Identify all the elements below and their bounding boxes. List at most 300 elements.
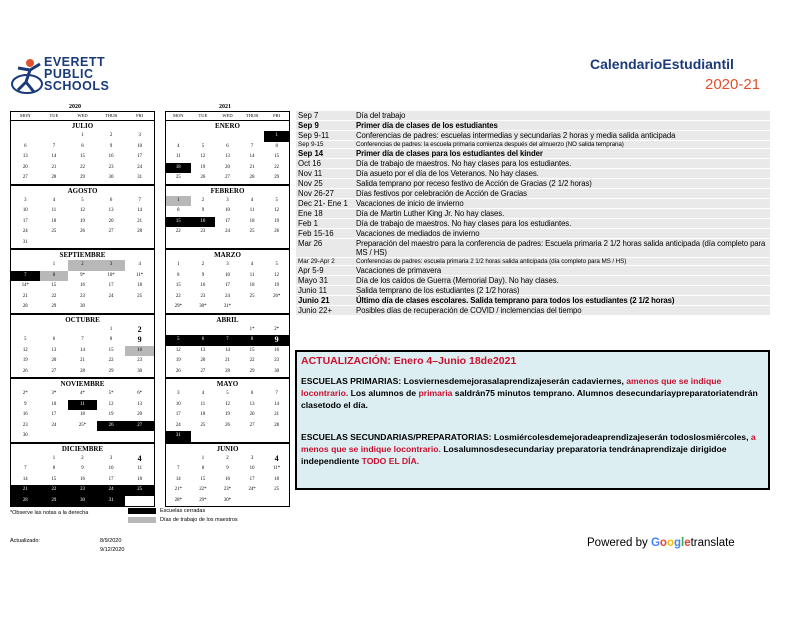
week-row bbox=[11, 206, 154, 217]
event-description: Conferencias de padres: escuela primaria 2 1/2 horas salida anticipada (día completo para MS / HS) bbox=[356, 258, 627, 265]
weekday-header bbox=[165, 111, 290, 120]
day-cell bbox=[240, 131, 265, 142]
day-cell: 7 bbox=[177, 466, 180, 471]
day-cell bbox=[40, 431, 69, 442]
month-julio bbox=[10, 120, 155, 185]
day-cell: 23* bbox=[223, 487, 232, 492]
day-cell: 21 bbox=[274, 412, 280, 417]
day-cell: 31 bbox=[97, 496, 126, 507]
day-cell: 3 bbox=[226, 262, 229, 267]
day-cell bbox=[11, 325, 40, 336]
day-cell: 19 bbox=[80, 218, 85, 224]
legend-closed-swatch bbox=[128, 508, 156, 514]
day-cell: 24 bbox=[175, 422, 181, 428]
legend-closed-label: Escuelas cerradas bbox=[160, 508, 206, 514]
day-cell: 10 bbox=[22, 208, 28, 213]
day-cell: 4 bbox=[250, 262, 254, 267]
day-cell: 28 bbox=[274, 422, 280, 428]
day-cell: 16 bbox=[22, 412, 28, 417]
day-cell: 11 bbox=[51, 208, 57, 213]
month-name: NOVIEMBRE bbox=[60, 380, 105, 388]
week-row bbox=[166, 292, 289, 303]
week-row bbox=[166, 142, 289, 153]
day-cell: 12 bbox=[108, 401, 114, 407]
day-cell: 22 bbox=[51, 293, 57, 299]
day-cell: 6* bbox=[137, 391, 143, 396]
day-cell: 4 bbox=[52, 197, 56, 203]
month-name: JUNIO bbox=[216, 444, 239, 453]
week-row bbox=[166, 206, 289, 217]
weekday-label: THUR bbox=[104, 113, 118, 118]
day-cell: 2 bbox=[109, 133, 113, 138]
day-cell: 16 bbox=[80, 283, 85, 288]
week-row bbox=[166, 356, 289, 367]
day-cell: 13 bbox=[51, 347, 57, 353]
week-row bbox=[166, 217, 289, 228]
event-date: Junio 11 bbox=[298, 286, 327, 295]
week-row bbox=[11, 196, 154, 207]
day-cell: 15 bbox=[166, 217, 191, 228]
week-row bbox=[166, 410, 289, 421]
day-cell: 23 bbox=[274, 358, 280, 363]
day-cell: 6 bbox=[109, 197, 113, 203]
week-row bbox=[166, 302, 289, 313]
weekday-label: WED bbox=[77, 113, 88, 118]
day-cell bbox=[215, 431, 240, 442]
day-cell: 2 bbox=[81, 455, 84, 461]
day-cell: 1 bbox=[201, 455, 205, 461]
day-cell: 21 bbox=[51, 164, 57, 170]
day-cell: 4 bbox=[177, 143, 180, 149]
day-cell bbox=[97, 238, 126, 249]
day-cell: 26 bbox=[200, 175, 206, 180]
event-date: Mayo 31 bbox=[298, 276, 328, 285]
day-cell: 14* bbox=[21, 283, 29, 288]
day-cell: 14 bbox=[249, 154, 255, 159]
event-description: Primer día de clases para los estudiantes del kinder bbox=[356, 149, 543, 158]
week-row bbox=[166, 271, 289, 282]
day-cell: 21 bbox=[225, 358, 230, 363]
day-cell: 25 bbox=[137, 293, 143, 299]
day-cell: 6 bbox=[52, 337, 56, 342]
week-row bbox=[166, 485, 289, 496]
event-description: Preparación del maestro para la conferencia de padres: Escuela primaria 2 1/2 horas salida anticipada (día completo para MS / HS) bbox=[356, 239, 766, 257]
weekday-label: MON bbox=[20, 113, 31, 118]
event-description: Conferencias de padres: escuelas intermedias y secundarias 2 horas y media salida anticipada bbox=[356, 131, 676, 140]
day-cell: 25 bbox=[249, 293, 255, 299]
day-cell: 30 bbox=[22, 433, 28, 438]
day-cell: 8 bbox=[240, 335, 265, 346]
event-date: Mar 26 bbox=[298, 239, 323, 248]
day-cell: 28 bbox=[249, 175, 255, 180]
day-cell: 15 bbox=[80, 154, 85, 159]
day-cell bbox=[264, 431, 289, 442]
day-cell: 17 bbox=[108, 283, 114, 288]
day-cell: 1 bbox=[264, 131, 289, 142]
day-cell: 24 bbox=[225, 293, 230, 299]
week-row bbox=[11, 260, 154, 271]
event-row bbox=[296, 306, 770, 316]
day-cell: 28 bbox=[137, 229, 143, 234]
day-cell bbox=[264, 496, 289, 507]
day-cell: 22 bbox=[40, 485, 69, 496]
update-secondary: ESCUELAS SECUNDARIAS/PREPARATORIAS: Losmiércolesdemejoradeaprendizajeserán todoslosmiércoles, a menos que se indique locontrario. Losalumnosdesecundariay preparatoria tendránaprendizaje dirigidoe independiente TODO EL DÍA. bbox=[301, 432, 756, 466]
events-list bbox=[296, 111, 770, 316]
day-cell: 30 bbox=[108, 175, 114, 180]
week-row bbox=[11, 217, 154, 228]
day-cell: 3 bbox=[138, 133, 141, 138]
day-cell: 6 bbox=[24, 143, 27, 149]
day-cell bbox=[11, 454, 40, 465]
day-cell: 7 bbox=[81, 337, 84, 342]
day-cell: 2 bbox=[137, 324, 142, 334]
event-row bbox=[296, 141, 770, 149]
day-cell: 24* bbox=[248, 487, 256, 492]
day-cell: 21 bbox=[80, 358, 85, 363]
day-cell: 13 bbox=[22, 154, 28, 159]
week-row bbox=[11, 325, 154, 336]
day-cell: 20 bbox=[22, 164, 28, 170]
day-cell: 23 bbox=[80, 293, 85, 299]
week-row bbox=[166, 475, 289, 486]
event-row bbox=[296, 189, 770, 199]
day-cell: 14 bbox=[51, 154, 57, 159]
event-description: Día de los caídos de Guerra (Memorial Day). No hay clases. bbox=[356, 276, 559, 285]
day-cell: 3 bbox=[109, 455, 113, 461]
event-description: Vacaciones de inicio de invierno bbox=[356, 199, 464, 208]
day-cell: 13 bbox=[249, 401, 255, 407]
day-cell: 16 bbox=[125, 346, 154, 357]
day-cell: 15 bbox=[51, 476, 57, 482]
day-cell: 14 bbox=[80, 347, 85, 353]
day-cell: 29 bbox=[249, 368, 255, 374]
day-cell bbox=[125, 238, 154, 249]
day-cell: 12 bbox=[274, 272, 280, 278]
week-row bbox=[166, 335, 289, 346]
event-date: Feb 15-16 bbox=[298, 229, 334, 238]
day-cell bbox=[191, 238, 216, 249]
updated-date-1: 8/9/2020 bbox=[100, 538, 122, 544]
day-cell: 18 bbox=[249, 218, 255, 224]
day-cell: 25 bbox=[125, 485, 154, 496]
weekday-label: TUE bbox=[49, 113, 59, 118]
legend-work-swatch bbox=[128, 517, 156, 523]
week-row bbox=[166, 163, 289, 174]
day-cell: 29 bbox=[51, 304, 57, 309]
day-cell: 14 bbox=[225, 347, 230, 353]
day-cell: 16 bbox=[200, 283, 206, 288]
day-cell: 8 bbox=[40, 271, 69, 282]
day-cell: 10 bbox=[225, 208, 230, 213]
day-cell: 9 bbox=[24, 401, 27, 407]
day-cell: 26 bbox=[80, 229, 85, 234]
day-cell: 3 bbox=[24, 197, 27, 203]
day-cell: 30* bbox=[223, 497, 232, 503]
day-cell: 8 bbox=[109, 337, 113, 342]
day-cell: 7 bbox=[138, 197, 141, 203]
day-cell: 27 bbox=[108, 229, 114, 234]
month-enero bbox=[165, 120, 290, 185]
week-row bbox=[11, 496, 154, 507]
day-cell: 18 bbox=[274, 476, 280, 482]
week-row bbox=[166, 227, 289, 238]
day-cell: 8 bbox=[52, 466, 56, 471]
day-cell: 14 bbox=[137, 208, 143, 213]
day-cell: 30 bbox=[274, 368, 280, 374]
day-cell bbox=[215, 131, 240, 142]
day-cell: 23 bbox=[200, 229, 206, 234]
event-row bbox=[296, 258, 770, 266]
event-description: Día del trabajo bbox=[356, 111, 406, 120]
day-cell: 12 bbox=[80, 208, 85, 213]
event-date: Oct 16 bbox=[298, 159, 321, 168]
day-cell: 27 bbox=[225, 175, 230, 180]
day-cell: 25* bbox=[78, 422, 87, 428]
week-row bbox=[166, 346, 289, 357]
event-description: Último día de clases escolares. Salida temprano para todos los estudiantes (2 1/2 horas) bbox=[356, 296, 675, 305]
day-cell: 25 bbox=[274, 487, 280, 492]
day-cell: 13 bbox=[137, 401, 143, 407]
day-cell: 17 bbox=[225, 283, 230, 288]
event-row bbox=[296, 266, 770, 276]
day-cell: 23 bbox=[200, 293, 206, 299]
day-cell: 15 bbox=[200, 476, 206, 482]
day-cell: 26* bbox=[273, 293, 281, 299]
day-cell: 2 bbox=[226, 455, 229, 461]
event-description: Vacaciones de primavera bbox=[356, 266, 442, 275]
event-date: Nov 26-27 bbox=[298, 189, 334, 198]
day-cell bbox=[166, 454, 191, 465]
event-row bbox=[296, 239, 770, 258]
day-cell: 23 bbox=[68, 485, 97, 496]
day-cell: 10 bbox=[108, 466, 114, 471]
day-cell: 27 bbox=[249, 422, 255, 428]
day-cell: 1 bbox=[177, 262, 180, 267]
day-cell: 29* bbox=[199, 497, 207, 503]
year-right: 2021 bbox=[219, 104, 231, 110]
day-cell: 21 bbox=[11, 485, 40, 496]
day-cell: 4 bbox=[137, 453, 142, 463]
school-year: 2020-21 bbox=[705, 76, 761, 93]
week-row bbox=[11, 454, 154, 465]
day-cell bbox=[191, 131, 216, 142]
week-row bbox=[166, 152, 289, 163]
day-cell: 22 bbox=[175, 229, 181, 234]
day-cell: 19 bbox=[274, 283, 280, 288]
month-mayo bbox=[165, 378, 290, 443]
google-translate-badge[interactable]: Powered by Googletranslate bbox=[587, 537, 735, 549]
update-box bbox=[295, 350, 770, 490]
month-febrero bbox=[165, 185, 290, 250]
week-row bbox=[11, 163, 154, 174]
month-octubre bbox=[10, 314, 155, 379]
event-date: Mar 29-Apr 2 bbox=[298, 258, 335, 265]
event-description: Conferencias de padres: la escuela primaria comienza después del almuerzo (NO salida temprana) bbox=[356, 141, 624, 148]
week-row bbox=[11, 131, 154, 142]
month-marzo bbox=[165, 249, 290, 314]
week-row bbox=[166, 431, 289, 442]
day-cell bbox=[11, 131, 40, 142]
event-description: Día de trabajo de maestros. No hay clases para los estudiantes. bbox=[356, 219, 572, 228]
footnote: *Observe las notas a la derecha bbox=[10, 510, 89, 516]
day-cell: 26 bbox=[274, 229, 280, 234]
event-date: Sep 14 bbox=[298, 149, 324, 158]
month-abril bbox=[165, 314, 290, 379]
day-cell: 31* bbox=[223, 304, 232, 309]
event-date: Junio 21 bbox=[298, 296, 330, 305]
day-cell bbox=[191, 325, 216, 336]
day-cell bbox=[40, 131, 69, 142]
day-cell: 31 bbox=[22, 239, 28, 245]
day-cell: 19 bbox=[274, 218, 280, 224]
event-date: Sep 7 bbox=[298, 111, 319, 120]
day-cell: 17 bbox=[175, 412, 181, 417]
day-cell: 17 bbox=[137, 154, 143, 159]
day-cell: 8 bbox=[275, 143, 278, 149]
day-cell: 16 bbox=[108, 154, 114, 159]
month-agosto bbox=[10, 185, 155, 250]
day-cell: 3 bbox=[177, 391, 180, 396]
day-cell: 20 bbox=[51, 358, 57, 363]
day-cell: 24 bbox=[51, 422, 57, 428]
day-cell: 9 bbox=[81, 466, 84, 471]
event-row bbox=[296, 159, 770, 169]
day-cell: 11* bbox=[136, 272, 144, 278]
event-description: Día asueto por el día de los Veteranos. No hay clases. bbox=[356, 169, 539, 178]
day-cell: 1 bbox=[52, 262, 56, 267]
day-cell bbox=[125, 496, 154, 507]
day-cell: 20 bbox=[225, 164, 230, 170]
day-cell: 17 bbox=[225, 218, 230, 224]
day-cell: 10 bbox=[51, 401, 57, 407]
day-cell: 27 bbox=[125, 421, 154, 432]
day-cell: 20 bbox=[249, 412, 255, 417]
event-description: Días festivos por celebración de Acción de Gracias bbox=[356, 189, 527, 198]
day-cell: 11 bbox=[249, 208, 255, 213]
day-cell: 19 bbox=[108, 412, 114, 417]
logo-figure-icon bbox=[10, 54, 44, 98]
day-cell: 23 bbox=[108, 164, 114, 170]
day-cell bbox=[68, 325, 97, 336]
month-name: ENERO bbox=[215, 122, 240, 130]
day-cell: 1* bbox=[249, 326, 255, 332]
week-row bbox=[11, 302, 154, 313]
day-cell: 10 bbox=[175, 401, 181, 407]
day-cell: 9 bbox=[264, 335, 289, 346]
day-cell: 11 bbox=[175, 154, 181, 159]
day-cell: 21 bbox=[249, 164, 255, 170]
day-cell: 24 bbox=[137, 164, 143, 170]
day-cell bbox=[166, 131, 191, 142]
day-cell: 3 bbox=[97, 260, 126, 271]
day-cell: 19 bbox=[22, 358, 28, 363]
day-cell: 25 bbox=[200, 422, 206, 428]
day-cell: 8 bbox=[201, 466, 205, 471]
day-cell: 12 bbox=[200, 154, 206, 159]
day-cell: 28* bbox=[174, 497, 182, 503]
event-row bbox=[296, 199, 770, 209]
week-row bbox=[11, 485, 154, 496]
event-date: Sep 9 bbox=[298, 121, 319, 130]
event-date: Junio 22+ bbox=[298, 306, 333, 315]
event-description: Posibles días de recuperación de COVID / inclemencias del tiempo bbox=[356, 306, 582, 315]
day-cell: 2 bbox=[68, 260, 97, 271]
day-cell bbox=[166, 325, 191, 336]
day-cell: 15 bbox=[51, 283, 57, 288]
week-row bbox=[11, 431, 154, 442]
day-cell: 31 bbox=[137, 175, 143, 180]
update-primary: ESCUELAS PRIMARIAS: Losviernesdemejorasalaprendizajeserán cadaviernes, amenos que se indique locontrario. Los alumnos de primaria saldrán75 minutos temprano. Alumnos desecundariaypreparatoriatendrán clasetodo el día. bbox=[301, 376, 758, 410]
day-cell: 30 bbox=[137, 368, 143, 374]
day-cell: 8 bbox=[177, 208, 180, 213]
day-cell: 23 bbox=[137, 358, 143, 363]
month-junio bbox=[165, 443, 290, 508]
week-row bbox=[166, 196, 289, 207]
week-row bbox=[166, 260, 289, 271]
day-cell: 29 bbox=[80, 175, 85, 180]
day-cell: 22 bbox=[80, 164, 85, 170]
day-cell: 29 bbox=[40, 496, 69, 507]
week-row bbox=[166, 389, 289, 400]
day-cell: 28 bbox=[80, 368, 85, 374]
day-cell: 19 bbox=[175, 358, 181, 363]
day-cell bbox=[215, 325, 240, 336]
day-cell: 28 bbox=[225, 368, 230, 374]
day-cell: 5 bbox=[201, 143, 205, 149]
day-cell: 15 bbox=[249, 347, 255, 353]
day-cell: 16 bbox=[191, 217, 216, 228]
day-cell: 25 bbox=[175, 175, 181, 180]
updated-label: Actualizado: bbox=[10, 538, 40, 544]
day-cell: 3 bbox=[226, 197, 229, 203]
event-description: Primer día de clases de los estudiantes bbox=[356, 121, 498, 130]
day-cell: 31 bbox=[166, 431, 191, 442]
event-row bbox=[296, 286, 770, 296]
day-cell: 18 bbox=[166, 163, 191, 174]
week-row bbox=[11, 346, 154, 357]
weekday-header bbox=[10, 111, 155, 120]
event-row bbox=[296, 219, 770, 229]
event-row bbox=[296, 121, 770, 131]
page-title: CalendarioEstudiantil bbox=[590, 56, 734, 72]
day-cell: 13 bbox=[225, 154, 230, 159]
event-date: Ene 18 bbox=[298, 209, 323, 218]
day-cell bbox=[68, 431, 97, 442]
week-row bbox=[11, 475, 154, 486]
event-description: Día de trabajo de maestros. No hay clases para los estudiantes. bbox=[356, 159, 572, 168]
month-name: AGOSTO bbox=[67, 186, 98, 195]
day-cell bbox=[240, 238, 265, 249]
day-cell: 24 bbox=[108, 293, 114, 299]
day-cell: 30* bbox=[199, 304, 207, 309]
day-cell: 18 bbox=[200, 412, 206, 417]
week-row bbox=[166, 400, 289, 411]
district-logo bbox=[10, 54, 120, 100]
day-cell: 30 bbox=[80, 304, 85, 309]
event-description: Día de Martin Luther King Jr. No hay clases. bbox=[356, 209, 505, 218]
day-cell: 26 bbox=[97, 421, 126, 432]
day-cell: 2 bbox=[201, 262, 205, 267]
week-row bbox=[11, 142, 154, 153]
day-cell: 19 bbox=[225, 412, 230, 417]
day-cell: 12 bbox=[22, 347, 28, 353]
week-row bbox=[11, 281, 154, 292]
month-name: OCTUBRE bbox=[65, 315, 100, 324]
week-row bbox=[11, 400, 154, 411]
day-cell: 10* bbox=[107, 272, 115, 278]
updated-date-2: 9/12/2020 bbox=[100, 547, 125, 553]
day-cell: 7 bbox=[11, 271, 40, 282]
